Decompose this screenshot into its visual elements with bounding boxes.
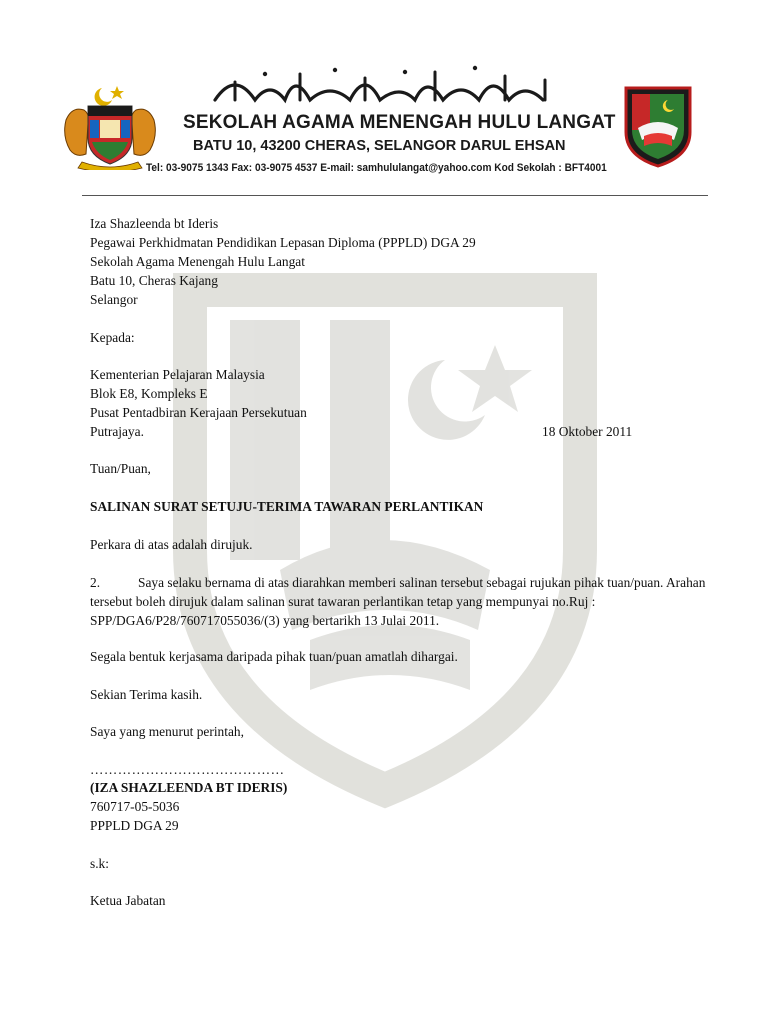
recipient-label: Kepada: [90,330,135,345]
cc-recipient: Ketua Jabatan [90,893,166,908]
signatory-name: (IZA SHAZLEENDA BT IDERIS) [90,780,288,795]
sender-position: Pegawai Perkhidmatan Pendidikan Lepasan Diploma (PPPLD) DGA 29 [90,235,476,250]
sender-name: Iza Shazleenda bt Ideris [90,216,219,231]
paragraph-3: Segala bentuk kerjasama daripada pihak tuan/puan amatlah dihargai. [90,649,458,664]
school-badge-icon [622,84,694,170]
letter-date: 18 Oktober 2011 [542,424,633,439]
jawi-calligraphy-icon [205,62,565,112]
sender-address-line1: Batu 10, Cheras Kajang [90,273,218,288]
sender-school: Sekolah Agama Menengah Hulu Langat [90,254,305,269]
school-name: SEKOLAH AGAMA MENENGAH HULU LANGAT [183,112,616,133]
malaysia-coat-of-arms-icon [62,80,158,170]
sender-address-line2: Selangor [90,292,138,307]
closing-line: Sekian Terima kasih. [90,687,203,702]
salutation: Tuan/Puan, [90,461,151,476]
jawi-school-title [205,62,565,112]
school-contact: Tel: 03-9075 1343 Fax: 03-9075 4537 E-mail: samhululangat@yahoo.com Kod Sekolah : BFT4001 [146,162,607,174]
signature-line: …………………………………… [90,762,285,777]
recipient-name: Kementerian Pelajaran Malaysia [90,367,265,382]
subject-heading: SALINAN SURAT SETUJU-TERIMA TAWARAN PERLANTIKAN [90,499,484,514]
paragraph-2 [90,573,708,630]
paragraph-1: Perkara di atas adalah dirujuk. [90,537,253,552]
cc-label: s.k: [90,856,109,871]
recipient-address-line3: Putrajaya. [90,424,144,439]
recipient-address-line1: Blok E8, Kompleks E [90,386,208,401]
letterhead-divider [82,195,708,196]
signatory-grade: PPPLD DGA 29 [90,818,179,833]
paragraph-2-text: Saya selaku bernama di atas diarahkan memberi salinan tersebut sebagai rujukan pihak tuan/puan. Arahan tersebut boleh dirujuk dalam salinan surat tawaran perlantikan tetap yang mempunyai no.Ruj : SPP/DGA6/P28/760717055036/(3) yang bertarikh 13 Julai 2011. [90,575,706,628]
recipient-address-line2: Pusat Pentadbiran Kerajaan Persekutuan [90,405,307,420]
paragraph-2-number: 2. [90,575,101,590]
sign-off: Saya yang menurut perintah, [90,724,244,739]
signatory-ic-number: 760717-05-5036 [90,799,180,814]
svg-text:سکوله اݢام منڠه هولو لاڠت: سکوله اݢام منڠه هولو لاڠت [205,62,217,63]
school-address: BATU 10, 43200 CHERAS, SELANGOR DARUL EHSAN [193,138,566,154]
letterhead [0,0,768,200]
